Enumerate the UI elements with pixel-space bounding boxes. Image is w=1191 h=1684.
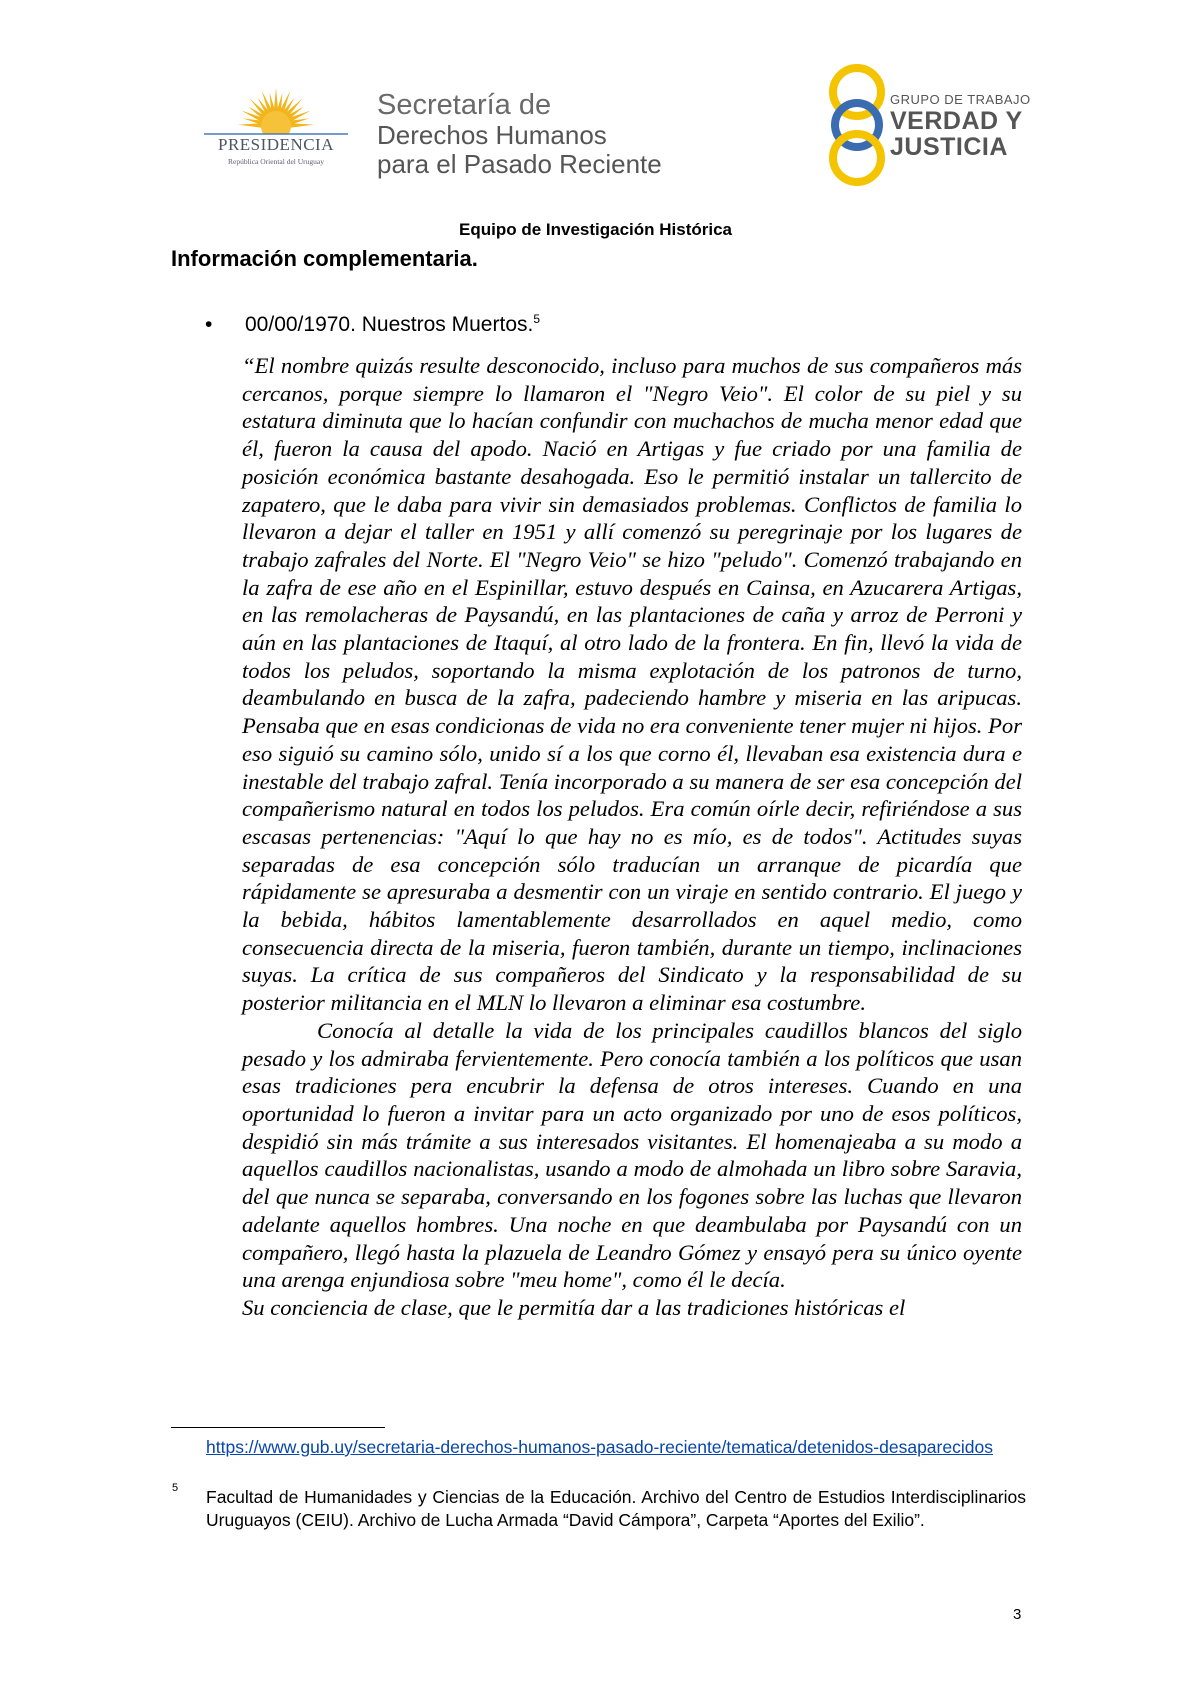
secretaria-name [377, 90, 662, 179]
sun-emblem-icon [196, 82, 356, 182]
footnote-number: 5 [172, 1482, 179, 1494]
presidencia-label: PRESIDENCIA [217, 135, 334, 154]
verdad-justicia-name [890, 92, 1031, 160]
page-header [0, 0, 1191, 210]
presidencia-logo [196, 82, 356, 182]
footnote-text: Facultad de Humanidades y Ciencias de la Educación. Archivo del Centro de Estudios Interdisciplinarios Uruguayos (CEIU). Archivo de Lucha Armada “David Cámpora”, Carpeta “Aportes del Exilio”. [206, 1487, 1026, 1530]
footnote-reference[interactable]: 5 [533, 312, 541, 326]
bullet-symbol: • [205, 313, 213, 336]
verdad-justicia-rings-icon [814, 62, 900, 188]
team-title: Equipo de Investigación Histórica [459, 220, 732, 239]
quote-paragraph: “El nombre quizás resulte desconocido, incluso para muchos de sus compañeros más cercanos, porque siempre lo llamaron el "Negro Veio". El color de su piel y su estatura diminuta que lo hacían confundir con muchachos de mucha menor edad que él, fueron la causa del apodo. Nació en Artigas y fue criado por una familia de posición económica bastante desahogada. Eso le permitió instalar un tallercito de zapatero, que le daba para vivir sin demasiados problemas. Conflictos de familia lo llevaron a dejar el taller en 1951 y allí comenzó su peregrinaje por los lugares de trabajo zafrales del Norte. El "Negro Veio" se hizo "peludo". Comenzó trabajando en la zafra de ese año en el Espinillar, estuvo después en Cainsa, en Azucarera Artigas, en las remolacheras de Paysandú, en las plantaciones de caña y arroz de Perroni y aún en las plantaciones de Itaquí, al otro lado de la frontera. En fin, llevó la vida de todos los peludos, soportando la misma explotación de los patronos de turno, deambulando en busca de la zafra, padeciendo hambre y miseria en las aripucas. Pensaba que en esas condicionas de vida no era conveniente tener mujer ni hijos. Por eso siguió su camino sólo, unido sí a los que corno él, llevaban esa existencia dura e inestable del trabajo zafral. Tenía incorporado a su manera de ser esa concepción del compañerismo natural en todos los peludos. Era común oírle decir, refiriéndose a sus escasas pertenencias: "Aquí lo que hay no es mío, es de todos". Actitudes suyas separadas de esa concepción sólo traducían un arranque de picardía que rápidamente se apresuraba a desmentir con un viraje en sentido contrario. El juego y la bebida, hábitos lamentablemente desarrollados en aquel medio, como consecuencia directa de la miseria, fueron también, durante un tiempo, inclinaciones suyas. La crítica de sus compañeros del Sindicato y la responsabilidad de su posterior militancia en el MLN lo llevaron a eliminar esa costumbre. [242, 353, 1022, 1016]
footnote-link[interactable]: https://www.gub.uy/secretaria-derechos-humanos-pasado-reciente/tematica/detenidos-desaparecidos [206, 1437, 993, 1457]
secretaria-line-1: Secretaría de [377, 89, 552, 121]
vj-line-2: VERDAD Y [890, 107, 1023, 135]
quote-paragraph: Conocía al detalle la vida de los principales caudillos blancos del siglo pesado y los admiraba fervientemente. Pero conocía también a los políticos que usan esas tradiciones pera encubrir la defensa de otros intereses. Cuando en una oportunidad lo fueron a invitar para un acto organizado por uno de esos políticos, despidió sin más trámite a sus interesados visitantes. El homenajeaba a su modo a aquellos caudillos nacionalistas, usando a modo de almohada un libro sobre Saravia, del que nunca se separaba, conversando en los fogones sobre las luchas que llevaron adelante aquellos hombres. Una noche en que deambulaba por Paysandú con un compañero, llegó hasta la plazuela de Leandro Gómez y ensayó pera su único oyente una arenga enjundiosa sobre "meu home", como él le decía. [242, 1017, 1022, 1293]
secretaria-line-2: Derechos Humanos [377, 120, 607, 150]
presidencia-subtitle: República Oriental del Uruguay [227, 157, 324, 166]
quote-paragraph: Su conciencia de clase, que le permitía dar a las tradiciones históricas el [242, 1294, 906, 1320]
page-number: 3 [1013, 1606, 1022, 1623]
secretaria-line-3: para el Pasado Reciente [377, 149, 662, 179]
bullet-text: 00/00/1970. Nuestros Muertos. [245, 313, 534, 336]
footnote-divider [171, 1427, 385, 1428]
bullet-item [205, 312, 540, 337]
vj-line-1: GRUPO DE TRABAJO [890, 92, 1031, 107]
section-title: Información complementaria. [171, 246, 478, 271]
vj-line-3: JUSTICIA [890, 133, 1008, 161]
quote-block [242, 352, 1022, 1322]
